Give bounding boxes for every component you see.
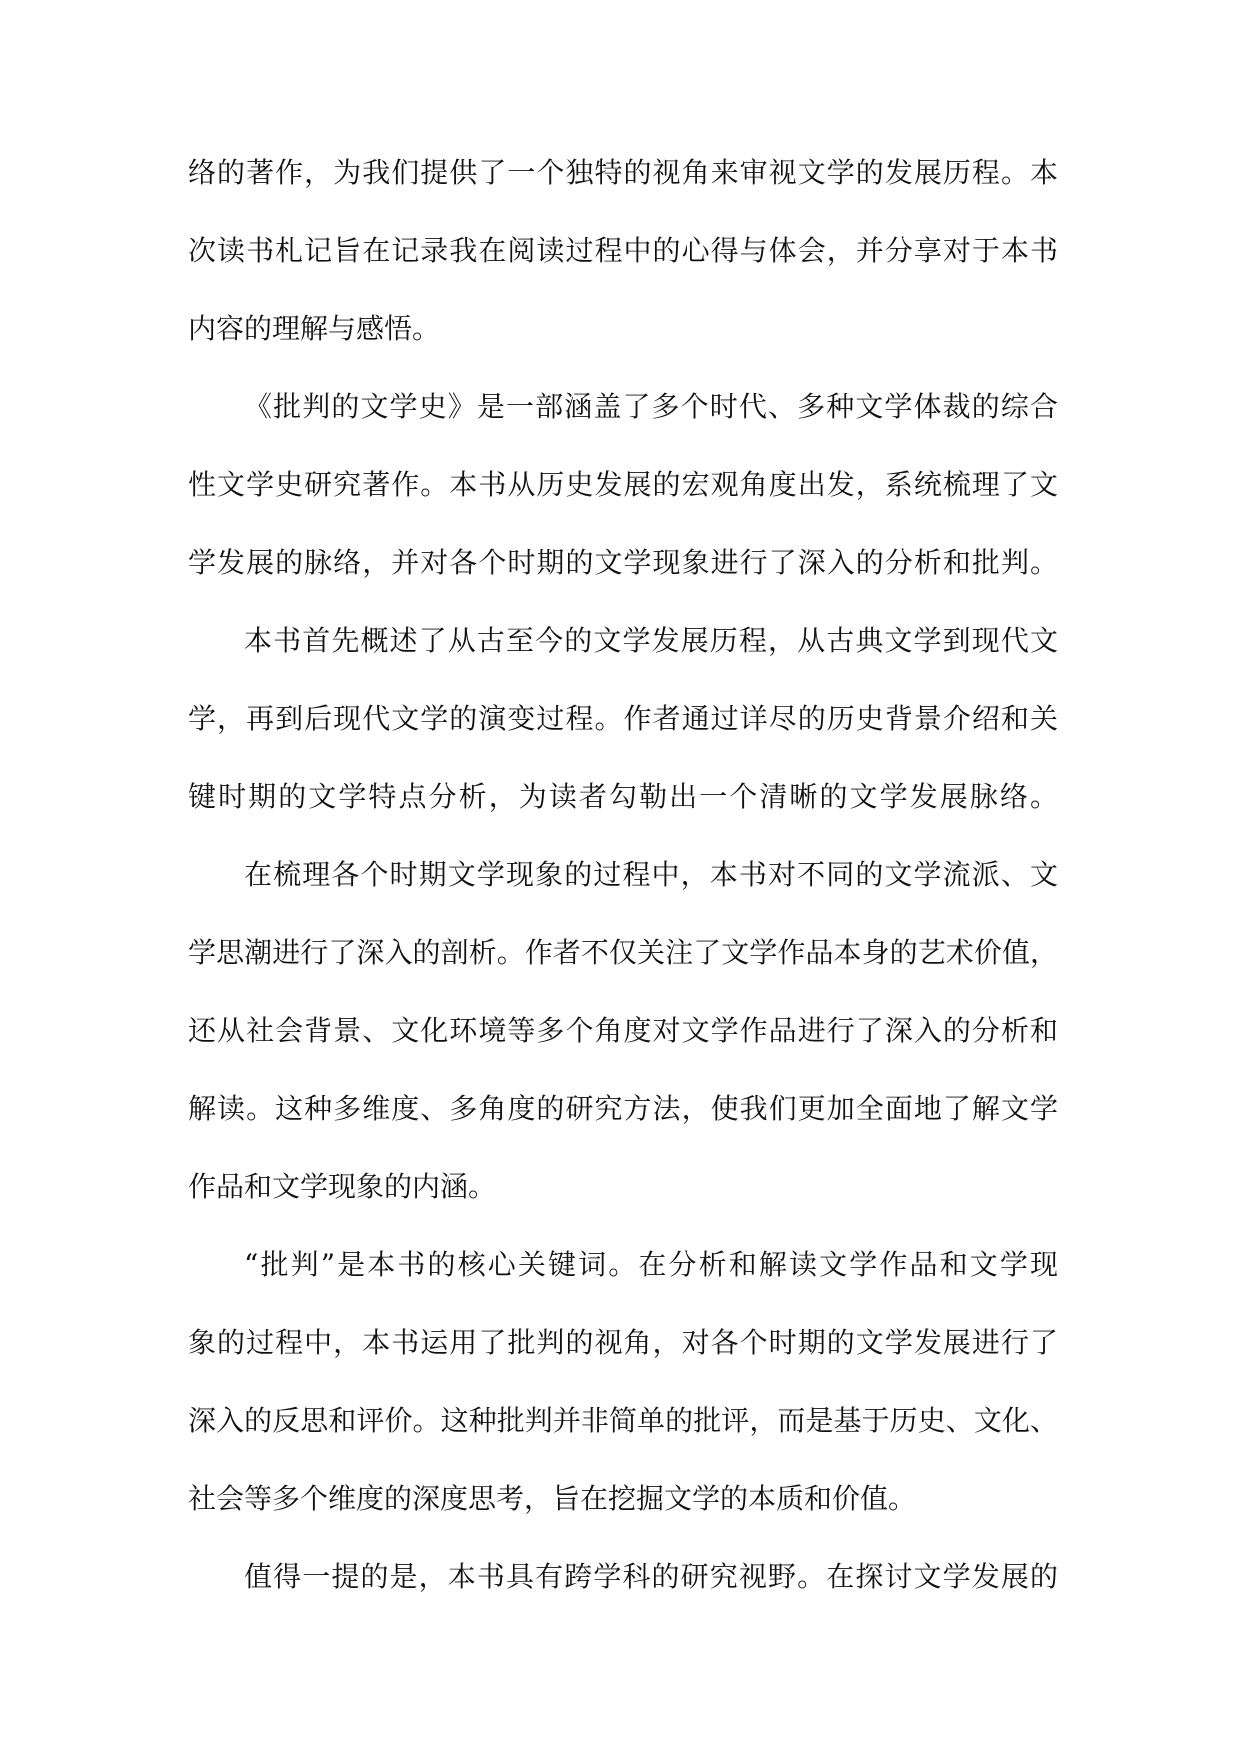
text-line: 络的著作，为我们提供了一个独特的视角来审视文学的发展历程。本	[188, 156, 1058, 189]
body-text	[188, 148, 1058, 1630]
text-line: 学思潮进行了深入的剖析。作者不仅关注了文学作品本身的艺术价值，	[188, 936, 1058, 969]
text-line: 次读书札记旨在记录我在阅读过程中的心得与体会，并分享对于本书	[188, 234, 1058, 267]
text-line: 作品和文学现象的内涵。	[188, 1170, 497, 1203]
paragraph-first-line: 值得一提的是，本书具有跨学科的研究视野。在探讨文学发展的	[244, 1560, 1058, 1593]
text-line: 解读。这种多维度、多角度的研究方法，使我们更加全面地了解文学	[188, 1092, 1058, 1125]
text-line: 象的过程中，本书运用了批判的视角，对各个时期的文学发展进行了	[188, 1326, 1058, 1359]
paragraph-first-line: 本书首先概述了从古至今的文学发展历程，从古典文学到现代文	[244, 624, 1058, 657]
text-line: 性文学史研究著作。本书从历史发展的宏观角度出发，系统梳理了文	[188, 468, 1058, 501]
paragraph-first-line: “批判”是本书的核心关键词。在分析和解读文学作品和文学现	[244, 1248, 1058, 1281]
paragraph-first-line: 在梳理各个时期文学现象的过程中，本书对不同的文学流派、文	[244, 858, 1058, 891]
text-line: 社会等多个维度的深度思考，旨在挖掘文学的本质和价值。	[188, 1482, 917, 1515]
text-line: 还从社会背景、文化环境等多个角度对文学作品进行了深入的分析和	[188, 1014, 1058, 1047]
text-line: 内容的理解与感悟。	[188, 312, 441, 345]
text-line: 键时期的文学特点分析，为读者勾勒出一个清晰的文学发展脉络。	[188, 780, 1058, 813]
text-line: 学，再到后现代文学的演变过程。作者通过详尽的历史背景介绍和关	[188, 702, 1058, 735]
text-line: 深入的反思和评价。这种批判并非简单的批评，而是基于历史、文化、	[188, 1404, 1058, 1437]
text-line: 学发展的脉络，并对各个时期的文学现象进行了深入的分析和批判。	[188, 546, 1058, 579]
paragraph-first-line: 《批判的文学史》是一部涵盖了多个时代、多种文学体裁的综合	[244, 390, 1058, 423]
